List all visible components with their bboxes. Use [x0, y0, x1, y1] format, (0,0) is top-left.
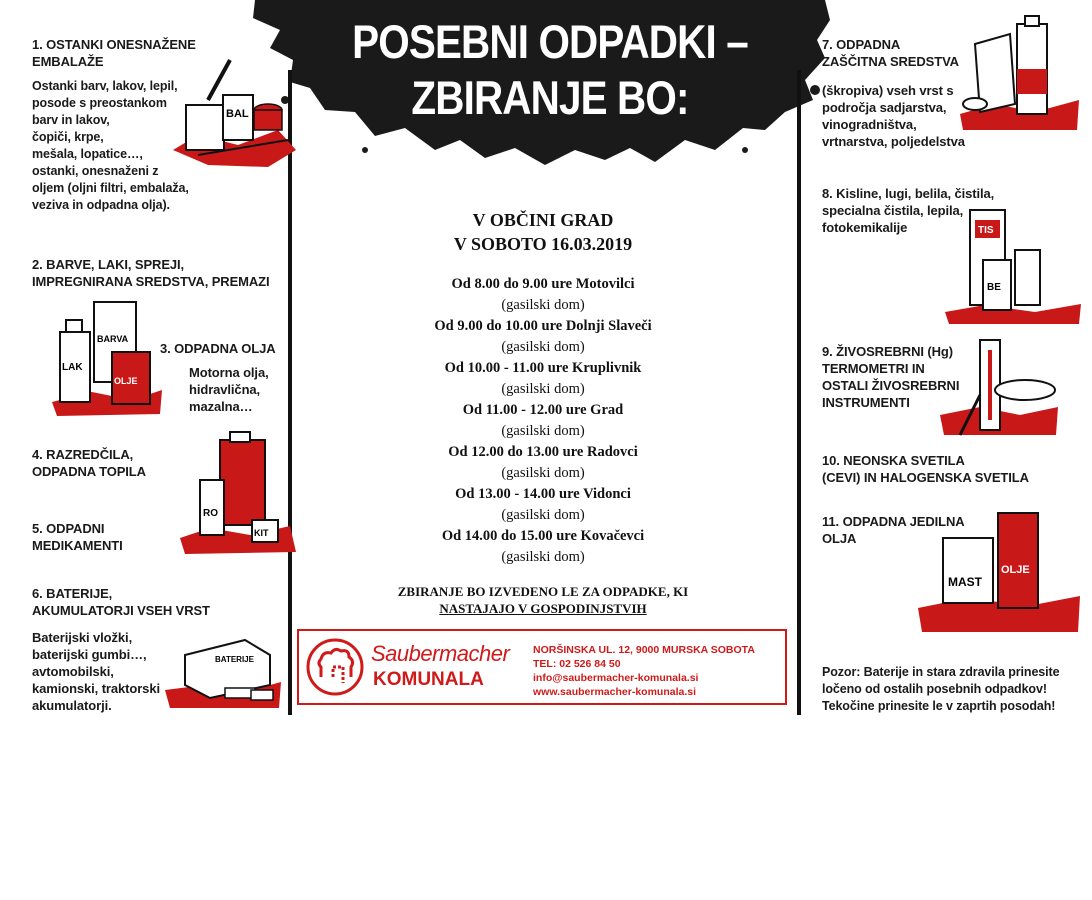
item7-desc: (škropiva) vseh vrst s področja sadjarstva, vinogradništva, vrtnarstva, poljedelstva — [822, 83, 965, 149]
schedule-place: (gasilski dom) — [501, 297, 585, 313]
can-lak-label: LAK — [62, 362, 83, 373]
item4-title: 4. RAZREDČILA, ODPADNA TOPILA — [32, 447, 146, 479]
item3-title: 3. ODPADNA OLJA — [160, 341, 276, 356]
item11-title: 11. ODPADNA JEDILNA OLJA — [822, 514, 965, 546]
item5-title: 5. ODPADNI MEDIKAMENTI — [32, 521, 123, 553]
company-name: Saubermacher — [371, 641, 510, 666]
jar-mast-label: MAST — [948, 575, 982, 589]
paint-cans-illustration — [168, 55, 298, 170]
title-line-1: POSEBNI ODPADKI – — [352, 15, 748, 68]
battery-label: BATERIJE — [215, 655, 254, 664]
schedule-time: Od 8.00 do 9.00 ure Motovilci — [451, 276, 635, 292]
item8-title: 8. Kisline, lugi, belila, čistila, specialna čistila, lepila, fotokemikalije — [822, 186, 995, 235]
cooking-oil-illustration — [918, 508, 1082, 633]
heading-municipality: V OBČINI GRAD — [472, 210, 614, 230]
schedule-time: Od 14.00 do 15.00 ure Kovačevci — [441, 528, 645, 544]
warning-note: Pozor: Baterije in stara zdravila prinesite ločeno od ostalih posebnih odpadkov! Tekočine prinesite le v zaprtih posodah! — [822, 665, 1060, 713]
item7-title: 7. ODPADNA ZAŠČITNA SREDSTVA — [822, 37, 959, 69]
schedule-place: (gasilski dom) — [501, 549, 585, 565]
notice-line-2: NASTAJAJO V GOSPODINJSTVIH — [439, 601, 647, 616]
company-address: NORŠINSKA UL. 12, 9000 MURSKA SOBOTA — [533, 644, 755, 656]
schedule-time: Od 10.00 - 11.00 ure Kruplivnik — [444, 360, 642, 376]
schedule-place: (gasilski dom) — [501, 381, 585, 397]
company-phone: TEL: 02 526 84 50 — [533, 658, 621, 670]
pesticides-illustration — [955, 14, 1083, 132]
solvents-medicine-illustration — [180, 430, 298, 555]
item9-title: 9. ŽIVOSREBRNI (Hg) TERMOMETRI IN OSTALI ŽIVOSREBRNI INSTRUMENTI — [822, 344, 960, 410]
right-divider — [797, 70, 801, 715]
notice-line-1: ZBIRANJE BO IZVEDENO LE ZA ODPADKE, KI — [397, 584, 689, 599]
company-box — [297, 629, 787, 705]
thermometers-illustration — [940, 335, 1060, 445]
can-bal-label: BAL — [226, 108, 249, 120]
heading-date: V SOBOTO 16.03.2019 — [453, 234, 633, 254]
page-title — [335, 14, 765, 126]
schedule-time: Od 13.00 - 14.00 ure Vidonci — [455, 486, 631, 502]
schedule-place: (gasilski dom) — [501, 423, 585, 439]
bottle-ro-label: RO — [203, 508, 218, 519]
chemicals-illustration — [945, 200, 1083, 325]
item1-title: 1. OSTANKI ONESNAŽENE EMBALAŽE — [32, 37, 196, 69]
company-subname: KOMUNALA — [373, 669, 484, 690]
bottle-be-label: BE — [987, 282, 1001, 293]
spray-cans-illustration — [52, 292, 162, 417]
item3-desc: Motorna olja, hidravlična, mazalna… — [189, 365, 269, 414]
bottle-olje-label: OLJE — [1001, 564, 1030, 576]
schedule-time: Od 9.00 do 10.00 ure Dolnji Slaveči — [434, 318, 652, 334]
item10-title: 10. NEONSKA SVETILA (CEVI) IN HALOGENSKA SVETILA — [822, 453, 1029, 485]
saubermacher-logo-icon — [305, 637, 365, 697]
schedule-time: Od 11.00 - 12.00 ure Grad — [462, 402, 624, 418]
item1-desc: Ostanki barv, lakov, lepil, posode s preostankom barv in lakov, čopiči, krpe, mešala, lopatice…, ostanki, onesnaženi z oljem (oljni filtri, embalaža, veziva in odpadna olja). — [32, 79, 189, 212]
box-kit-label: KIT — [254, 528, 269, 538]
schedule-place: (gasilski dom) — [501, 339, 585, 355]
batteries-illustration — [165, 630, 283, 710]
item6-desc: Baterijski vložki, baterijski gumbi…, avtomobilski, kamionski, traktorski akumulatorji. — [32, 630, 160, 713]
schedule-place: (gasilski dom) — [501, 507, 585, 523]
company-email[interactable]: info@saubermacher-komunala.si — [533, 672, 699, 684]
item6-title: 6. BATERIJE, AKUMULATORJI VSEH VRST — [32, 586, 210, 618]
schedule-time: Od 12.00 do 13.00 ure Radovci — [448, 444, 638, 460]
schedule-place: (gasilski dom) — [501, 465, 585, 481]
bottle-tis-label: TIS — [978, 225, 994, 236]
company-website[interactable]: www.saubermacher-komunala.si — [533, 686, 697, 698]
schedule-list — [300, 274, 786, 568]
can-barva-label: BARVA — [97, 334, 129, 344]
can-olje-label: OLJE — [114, 376, 138, 386]
title-line-2: ZBIRANJE BO: — [411, 71, 689, 124]
item2-title: 2. BARVE, LAKI, SPREJI, IMPREGNIRANA SREDSTVA, PREMAZI — [32, 257, 270, 289]
